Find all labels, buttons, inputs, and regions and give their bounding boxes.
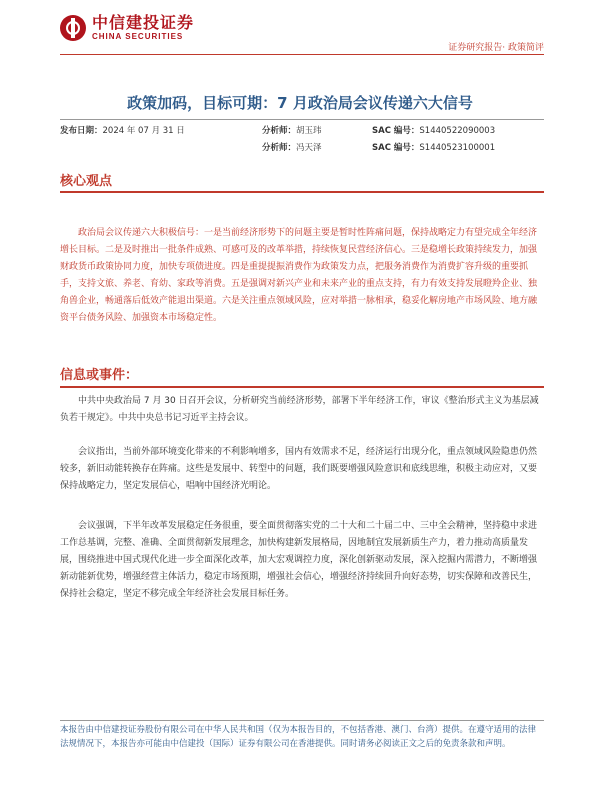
footer-divider <box>60 720 544 721</box>
analyst-2 <box>262 141 322 153</box>
analyst-1-name: 胡玉玮 <box>296 126 322 136</box>
company-logo <box>60 14 194 42</box>
header-divider <box>60 54 544 55</box>
report-title: 政策加码，目标可期：7 月政治局会议传递六大信号 <box>127 94 473 112</box>
analyst-1-sac <box>372 124 495 136</box>
analyst-1-sac-label: SAC 编号： <box>372 126 420 136</box>
analyst-2-sac-value: S1440523100001 <box>419 143 496 153</box>
analyst-2-label: 分析师： <box>262 143 297 153</box>
publish-date-label: 发布日期： <box>60 126 103 136</box>
logo-english-name: CHINA SECURITIES <box>92 32 184 41</box>
page-header <box>0 0 600 60</box>
info-paragraph-1: 中共中央政治局 7 月 30 日召开会议，分析研究当前经济形势，部署下半年经济工作，审议《整治形式主义为基层减负若干规定》。中共中央总书记习近平主持会议。 <box>60 396 539 423</box>
logo-chinese-name: 中信建投证券 <box>92 13 195 32</box>
footer-disclaimer: 本报告由中信建投证券股份有限公司在中华人民共和国（仅为本报告目的，不包括香港、澳门、台湾）提供。在遵守适用的法律法规情况下，本报告亦可能由中信建投（国际）证券有限公司在香港提供。同时请务必阅读正文之后的免责条款和声明。 <box>60 725 537 749</box>
info-event-divider <box>60 386 544 388</box>
core-view-paragraph: 政治局会议传递六大积极信号：一是当前经济形势下的问题主要是暂时性阵痛问题，保持战略定力有望完成全年经济增长目标。二是及时推出一批条件成熟、可感可及的改革举措，持续恢复民营经济信心。三是稳增长政策持续发力，加强财政货币政策协同力度，加快专项债进度。四是重提提振消费作为政策发力点，把服务消费作为消费扩容升级的重要抓手，支持文旅、养老、育幼、家政等消费。五是强调对新兴产业和未来产业的重点支持，有力有效支持发展瞪羚企业、独角兽企业，畅通落后低效产能退出渠道。六是关注重点领域风险，应对举措一脉相承，稳妥化解房地产市场风险、地方融资平台债务风险、加强资本市场稳定性。 <box>60 228 538 323</box>
publish-date <box>60 124 185 136</box>
analyst-2-sac-label: SAC 编号： <box>372 143 420 153</box>
report-type-label: 证券研究报告· 政策简评 <box>448 43 544 53</box>
info-paragraph-2: 会议指出，当前外部环境变化带来的不利影响增多，国内有效需求不足，经济运行出现分化，重点领域风险隐患仍然较多，新旧动能转换存在阵痛。这些是发展中、转型中的问题，我们既要增强风险意识和底线思维，积极主动应对，又要保持战略定力，坚定发展信心，唱响中国经济光明论。 <box>60 447 538 491</box>
info-event-heading: 信息或事件： <box>60 368 139 383</box>
analyst-2-name: 冯天泽 <box>296 143 322 153</box>
analyst-1-label: 分析师： <box>262 126 297 136</box>
info-paragraph-3: 会议强调，下半年改革发展稳定任务很重，要全面贯彻落实党的二十大和二十届二中、三中全会精神，坚持稳中求进工作总基调，完整、准确、全面贯彻新发展理念，加快构建新发展格局，因地制宜发展新质生产力，着力推动高质量发展，围绕推进中国式现代化进一步全面深化改革，加大宏观调控力度，深化创新驱动发展，深入挖掘内需潜力，不断增强新动能新优势，增强经营主体活力，稳定市场预期，增强社会信心，增强经济持续回升向好态势，切实保障和改善民生，保持社会稳定，坚定不移完成全年经济社会发展目标任务。 <box>60 521 538 599</box>
analyst-2-sac <box>372 141 495 153</box>
core-view-heading: 核心观点 <box>60 174 113 189</box>
title-divider <box>60 119 544 120</box>
publish-date-value: 2024 年 07 月 31 日 <box>102 126 185 136</box>
analyst-1-sac-value: S1440522090003 <box>419 126 496 136</box>
core-view-divider <box>60 191 544 193</box>
logo-icon <box>60 15 86 41</box>
analyst-1 <box>262 124 322 136</box>
